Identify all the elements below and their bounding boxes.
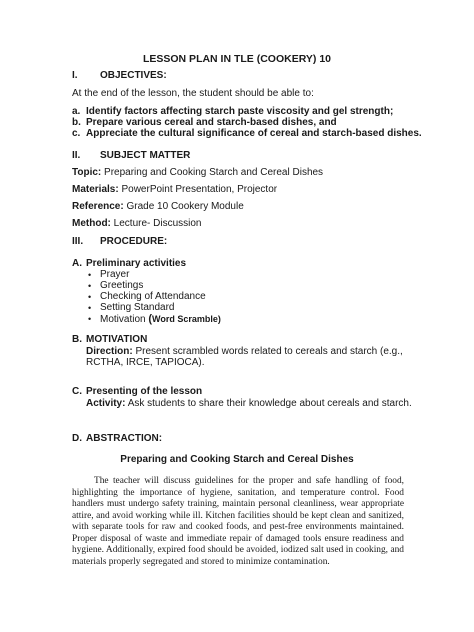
section-heading: PROCEDURE: xyxy=(100,236,168,247)
method-line xyxy=(72,218,201,230)
bullet-dot-icon: • xyxy=(88,281,92,291)
activity-label: Activity: xyxy=(86,398,126,409)
subsection-heading: MOTIVATION xyxy=(86,334,148,345)
reference-line xyxy=(72,201,244,213)
bullet-item: Greetings xyxy=(100,280,144,291)
subsection-heading: ABSTRACTION: xyxy=(86,433,163,444)
activity-line xyxy=(86,398,412,410)
abstraction-paragraph xyxy=(72,476,404,568)
motivation-extra: Word Scramble) xyxy=(152,314,221,324)
reference-value: Grade 10 Cookery Module xyxy=(126,201,244,212)
subsection-letter: A. xyxy=(72,258,82,269)
bullet-dot-icon: • xyxy=(88,314,92,324)
abstraction-paragraph-text: The teacher will discuss guidelines for the proper and safe handling of food, highlighting the importance of hygiene, sanitation, and temperature control. Food handlers must undergo safety training, maintain personal cleanliness, wear appropriate attire, and avoid working while ill. Kitchen facilities should be kept clean and sanitized, with separate tools for raw and cooked foods, and pest-free environments maintained. Proper disposal of waste and immediate repair of damaged tools ensure readiness and hygiene. Additionally, expired food should be avoided, iodized salt used in cooking, and materials properly segregated and stored to minimize contamination. xyxy=(72,476,404,567)
objectives-intro: At the end of the lesson, the student should be able to: xyxy=(72,88,314,99)
abstraction-title: Preparing and Cooking Starch and Cereal Dishes xyxy=(120,454,354,465)
bullet-dot-icon: • xyxy=(88,270,92,280)
bullet-dot-icon: • xyxy=(88,303,92,313)
objective-text: Identify factors affecting starch paste viscosity and gel strength; xyxy=(86,106,394,117)
objective-text: Appreciate the cultural significance of cereal and starch-based dishes. xyxy=(86,128,422,139)
subsection-letter: D. xyxy=(72,433,82,444)
section-heading: OBJECTIVES: xyxy=(100,70,167,81)
objective-letter: b. xyxy=(72,117,81,128)
topic-label: Topic: xyxy=(72,167,102,178)
activity-text: Ask students to share their knowledge about cereals and starch. xyxy=(127,398,412,409)
bullet-dot-icon: • xyxy=(88,292,92,302)
page-title: LESSON PLAN IN TLE (COOKERY) 10 xyxy=(142,53,332,65)
objective-text: Prepare various cereal and starch-based dishes, and xyxy=(86,117,337,128)
materials-line xyxy=(72,184,277,196)
subsection-letter: C. xyxy=(72,386,82,397)
topic-line xyxy=(72,167,323,179)
method-value: Lecture- Discussion xyxy=(113,218,202,229)
objective-letter: c. xyxy=(72,128,81,139)
section-number: I. xyxy=(72,70,78,81)
materials-value: PowerPoint Presentation, Projector xyxy=(121,184,278,195)
objective-letter: a. xyxy=(72,106,81,117)
bullet-item: Checking of Attendance xyxy=(100,291,206,302)
section-number: II. xyxy=(72,150,81,161)
subsection-heading: Preliminary activities xyxy=(86,258,187,269)
reference-label: Reference: xyxy=(72,201,124,212)
direction-text: Present scrambled words related to cereals and starch (e.g., xyxy=(135,346,403,357)
materials-label: Materials: xyxy=(72,184,119,195)
bullet-item xyxy=(100,313,221,326)
bullet-item: Setting Standard xyxy=(100,302,175,313)
method-label: Method: xyxy=(72,218,111,229)
subsection-heading: Presenting of the lesson xyxy=(86,386,203,397)
direction-label: Direction: xyxy=(86,346,133,357)
motivation-paren: ( xyxy=(148,313,153,325)
section-heading: SUBJECT MATTER xyxy=(100,150,191,161)
bullet-item: Prayer xyxy=(100,269,130,280)
section-number: III. xyxy=(72,236,84,247)
subsection-letter: B. xyxy=(72,334,82,345)
direction-text-cont: RCTHA, IRCE, TAPIOCA). xyxy=(86,357,205,368)
topic-value: Preparing and Cooking Starch and Cereal Dishes xyxy=(104,167,324,178)
bullet-item-label: Motivation xyxy=(100,314,146,325)
